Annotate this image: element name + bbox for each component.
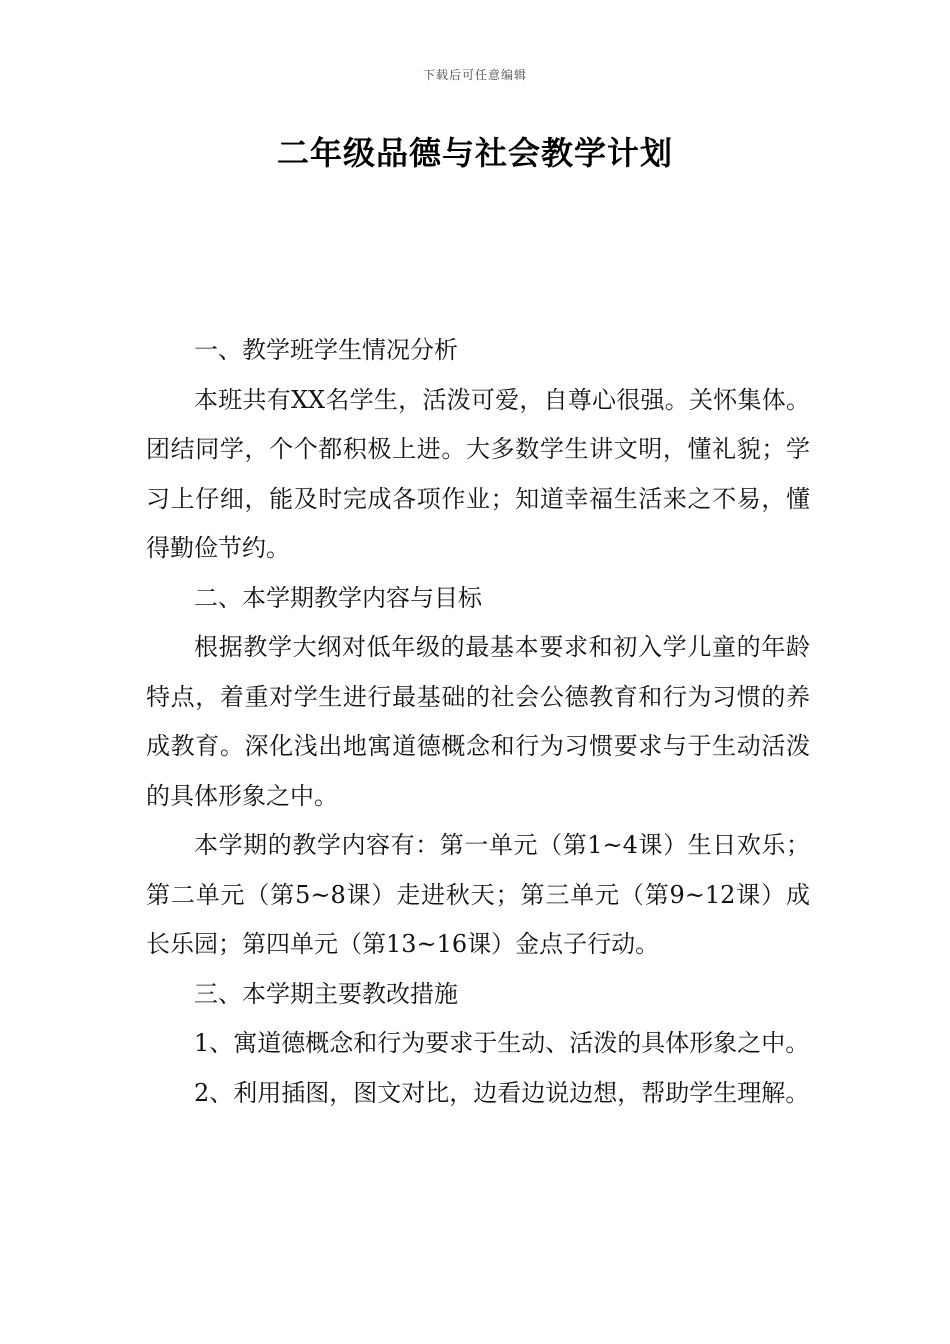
section-heading-measures: 三、本学期主要教改措施	[194, 979, 458, 1008]
document-title: 二年级品德与社会教学计划	[276, 134, 673, 172]
header-note: 下载后可任意编辑	[422, 68, 527, 82]
paragraph-content-goals: 根据教学大纲对低年级的最基本要求和初入学儿童的年龄特点，着重对学生进行最基础的社会公德教育和行为习惯的养成教育。深化浅出地寓道德概念和行为习惯要求与于生动活泼的具体形象之中。	[146, 633, 810, 810]
document-body	[146, 326, 810, 1118]
section-heading-student-analysis: 一、教学班学生情况分析	[194, 336, 458, 364]
paragraph-measure-2: 2、利用插图，图文对比，边看边说边想，帮助学生理解。	[194, 1078, 810, 1107]
paragraph-measure-1: 1、寓道德概念和行为要求于生动、活泼的具体形象之中。	[194, 1029, 810, 1057]
paragraph-units: 本学期的教学内容有：第一单元（第1~4课）生日欢乐；第二单元（第5~8课）走进秋天；第三单元（第9~12课）成长乐园；第四单元（第13~16课）金点子行动。	[146, 831, 810, 958]
paragraph-student-analysis: 本班共有XX名学生，活泼可爱，自尊心很强。关怀集体。团结同学，个个都积极上进。大多数学生讲文明，懂礼貌；学习上仔细，能及时完成各项作业；知道幸福生活来之不易，懂得勤俭节约。	[146, 385, 810, 562]
section-heading-content-goals: 二、本学期教学内容与目标	[194, 583, 482, 612]
